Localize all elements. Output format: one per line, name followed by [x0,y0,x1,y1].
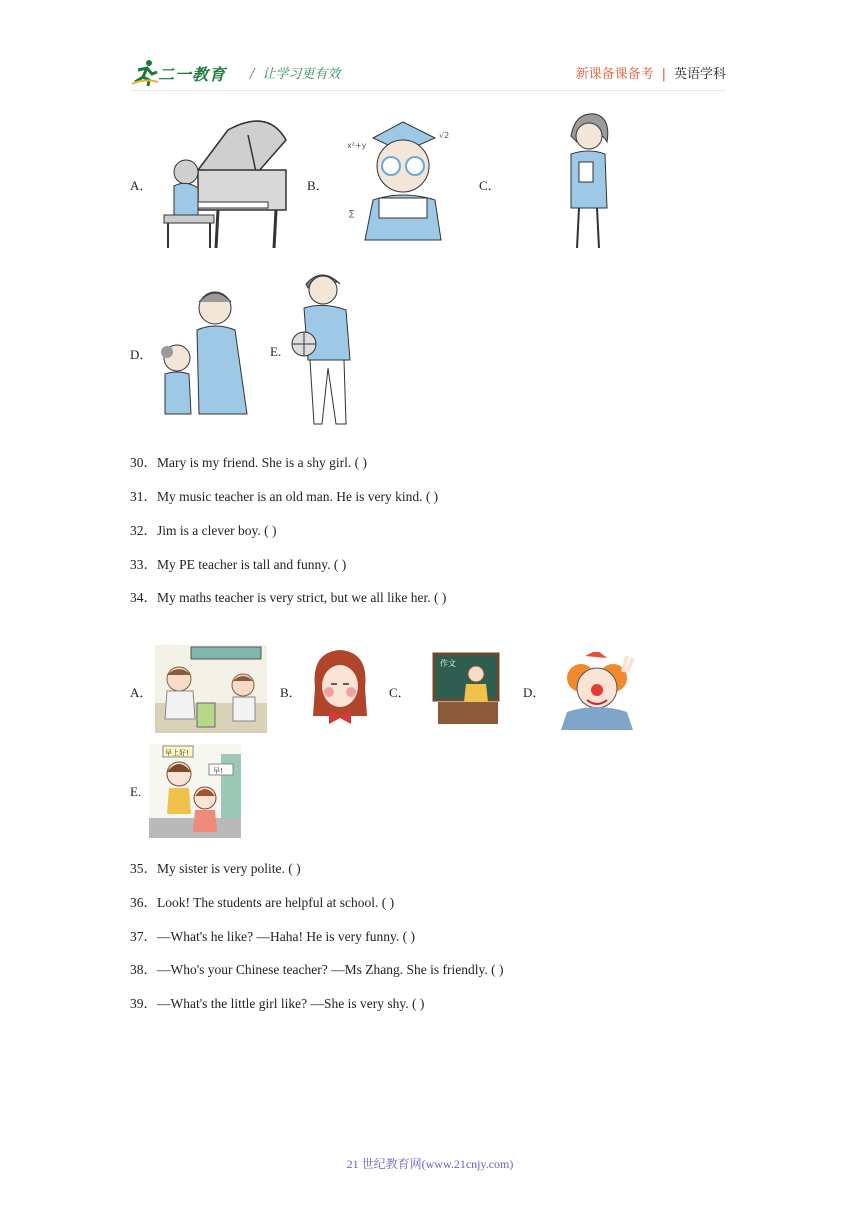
woman-teacher-icon [555,108,621,256]
shy-girl-icon [309,648,371,728]
option-c-label: C． [479,178,501,193]
question-number: 38． [130,962,157,977]
option-b-label: B． [307,178,329,193]
question-number: 34． [130,590,157,605]
option-a-label: A． [130,178,153,193]
option-a2-label: A． [130,685,153,700]
board-text: 作文 [440,659,456,668]
option-d-label: D． [130,347,153,362]
question-31 [130,485,438,505]
subject-label: 英语学科 [673,67,726,82]
header-right: 新课备课备考 | 英语学科 [575,67,726,82]
question-text: Mary is my friend. She is a shy girl. ( ) [157,455,367,470]
question-text: —What's the little girl like? —She is very shy. ( ) [157,996,425,1011]
runner-logo-icon [130,58,160,88]
question-39 [130,992,424,1012]
slogan: / 让学习更有效 [250,67,341,82]
question-30 [130,451,367,471]
question-33 [130,553,346,573]
option-e-label: E. [270,344,282,359]
option-b2-label: B． [280,685,302,700]
boy-with-ball-icon [288,268,360,434]
option-d2-label: D． [523,685,546,700]
question-34 [130,586,446,606]
question-number: 33． [130,557,157,572]
question-text: My maths teacher is very strict, but we all like her. ( ) [157,590,447,605]
logo [130,56,250,90]
polite-girls-greeting-icon [149,744,241,838]
series-label: 新课备课备考 [575,67,654,82]
page-footer: 21 世纪教育网(www.21cnjy.com) [346,1157,514,1171]
question-35 [130,857,301,877]
question-number: 32． [130,523,157,538]
question-text: —Who's your Chinese teacher? —Ms Zhang. She is friendly. ( ) [157,962,504,977]
clown-icon [557,652,637,730]
question-text: My sister is very polite. ( ) [157,861,301,876]
question-number: 39． [130,996,157,1011]
question-text: My PE teacher is tall and funny. ( ) [157,557,347,572]
svg-text:√2: √2 [439,131,450,140]
greeting-bubble-1: 早上好! [165,749,189,757]
question-38 [130,958,503,978]
question-number: 36． [130,895,157,910]
svg-text:∑: ∑ [349,209,355,218]
question-32 [130,519,276,539]
question-number: 31． [130,489,157,504]
question-number: 37． [130,929,157,944]
option-e2-label: E. [130,784,142,799]
greeting-bubble-2: 早! [213,767,223,775]
chinese-teacher-board-icon [432,652,500,726]
slogan-text: 让学习更有效 [262,67,341,82]
option-c2-label: C． [389,685,411,700]
header-divider [130,90,726,91]
clever-boy-icon [343,108,463,250]
piano-player-icon [158,110,290,252]
question-text: Look! The students are helpful at school. ( ) [157,895,395,910]
question-text: Jim is a clever boy. ( ) [157,523,277,538]
question-number: 35． [130,861,157,876]
old-teacher-with-child-icon [155,286,253,416]
students-cleaning-icon [155,645,267,733]
question-number: 30． [130,455,157,470]
question-text: My music teacher is an old man. He is very kind. ( ) [157,489,439,504]
question-37 [130,925,415,945]
question-text: —What's he like? —Haha! He is very funny. ( ) [157,929,415,944]
question-36 [130,891,394,911]
logo-text: 二一教育 [158,65,227,84]
svg-text:x²+y: x²+y [347,141,367,150]
page-header [130,56,730,90]
